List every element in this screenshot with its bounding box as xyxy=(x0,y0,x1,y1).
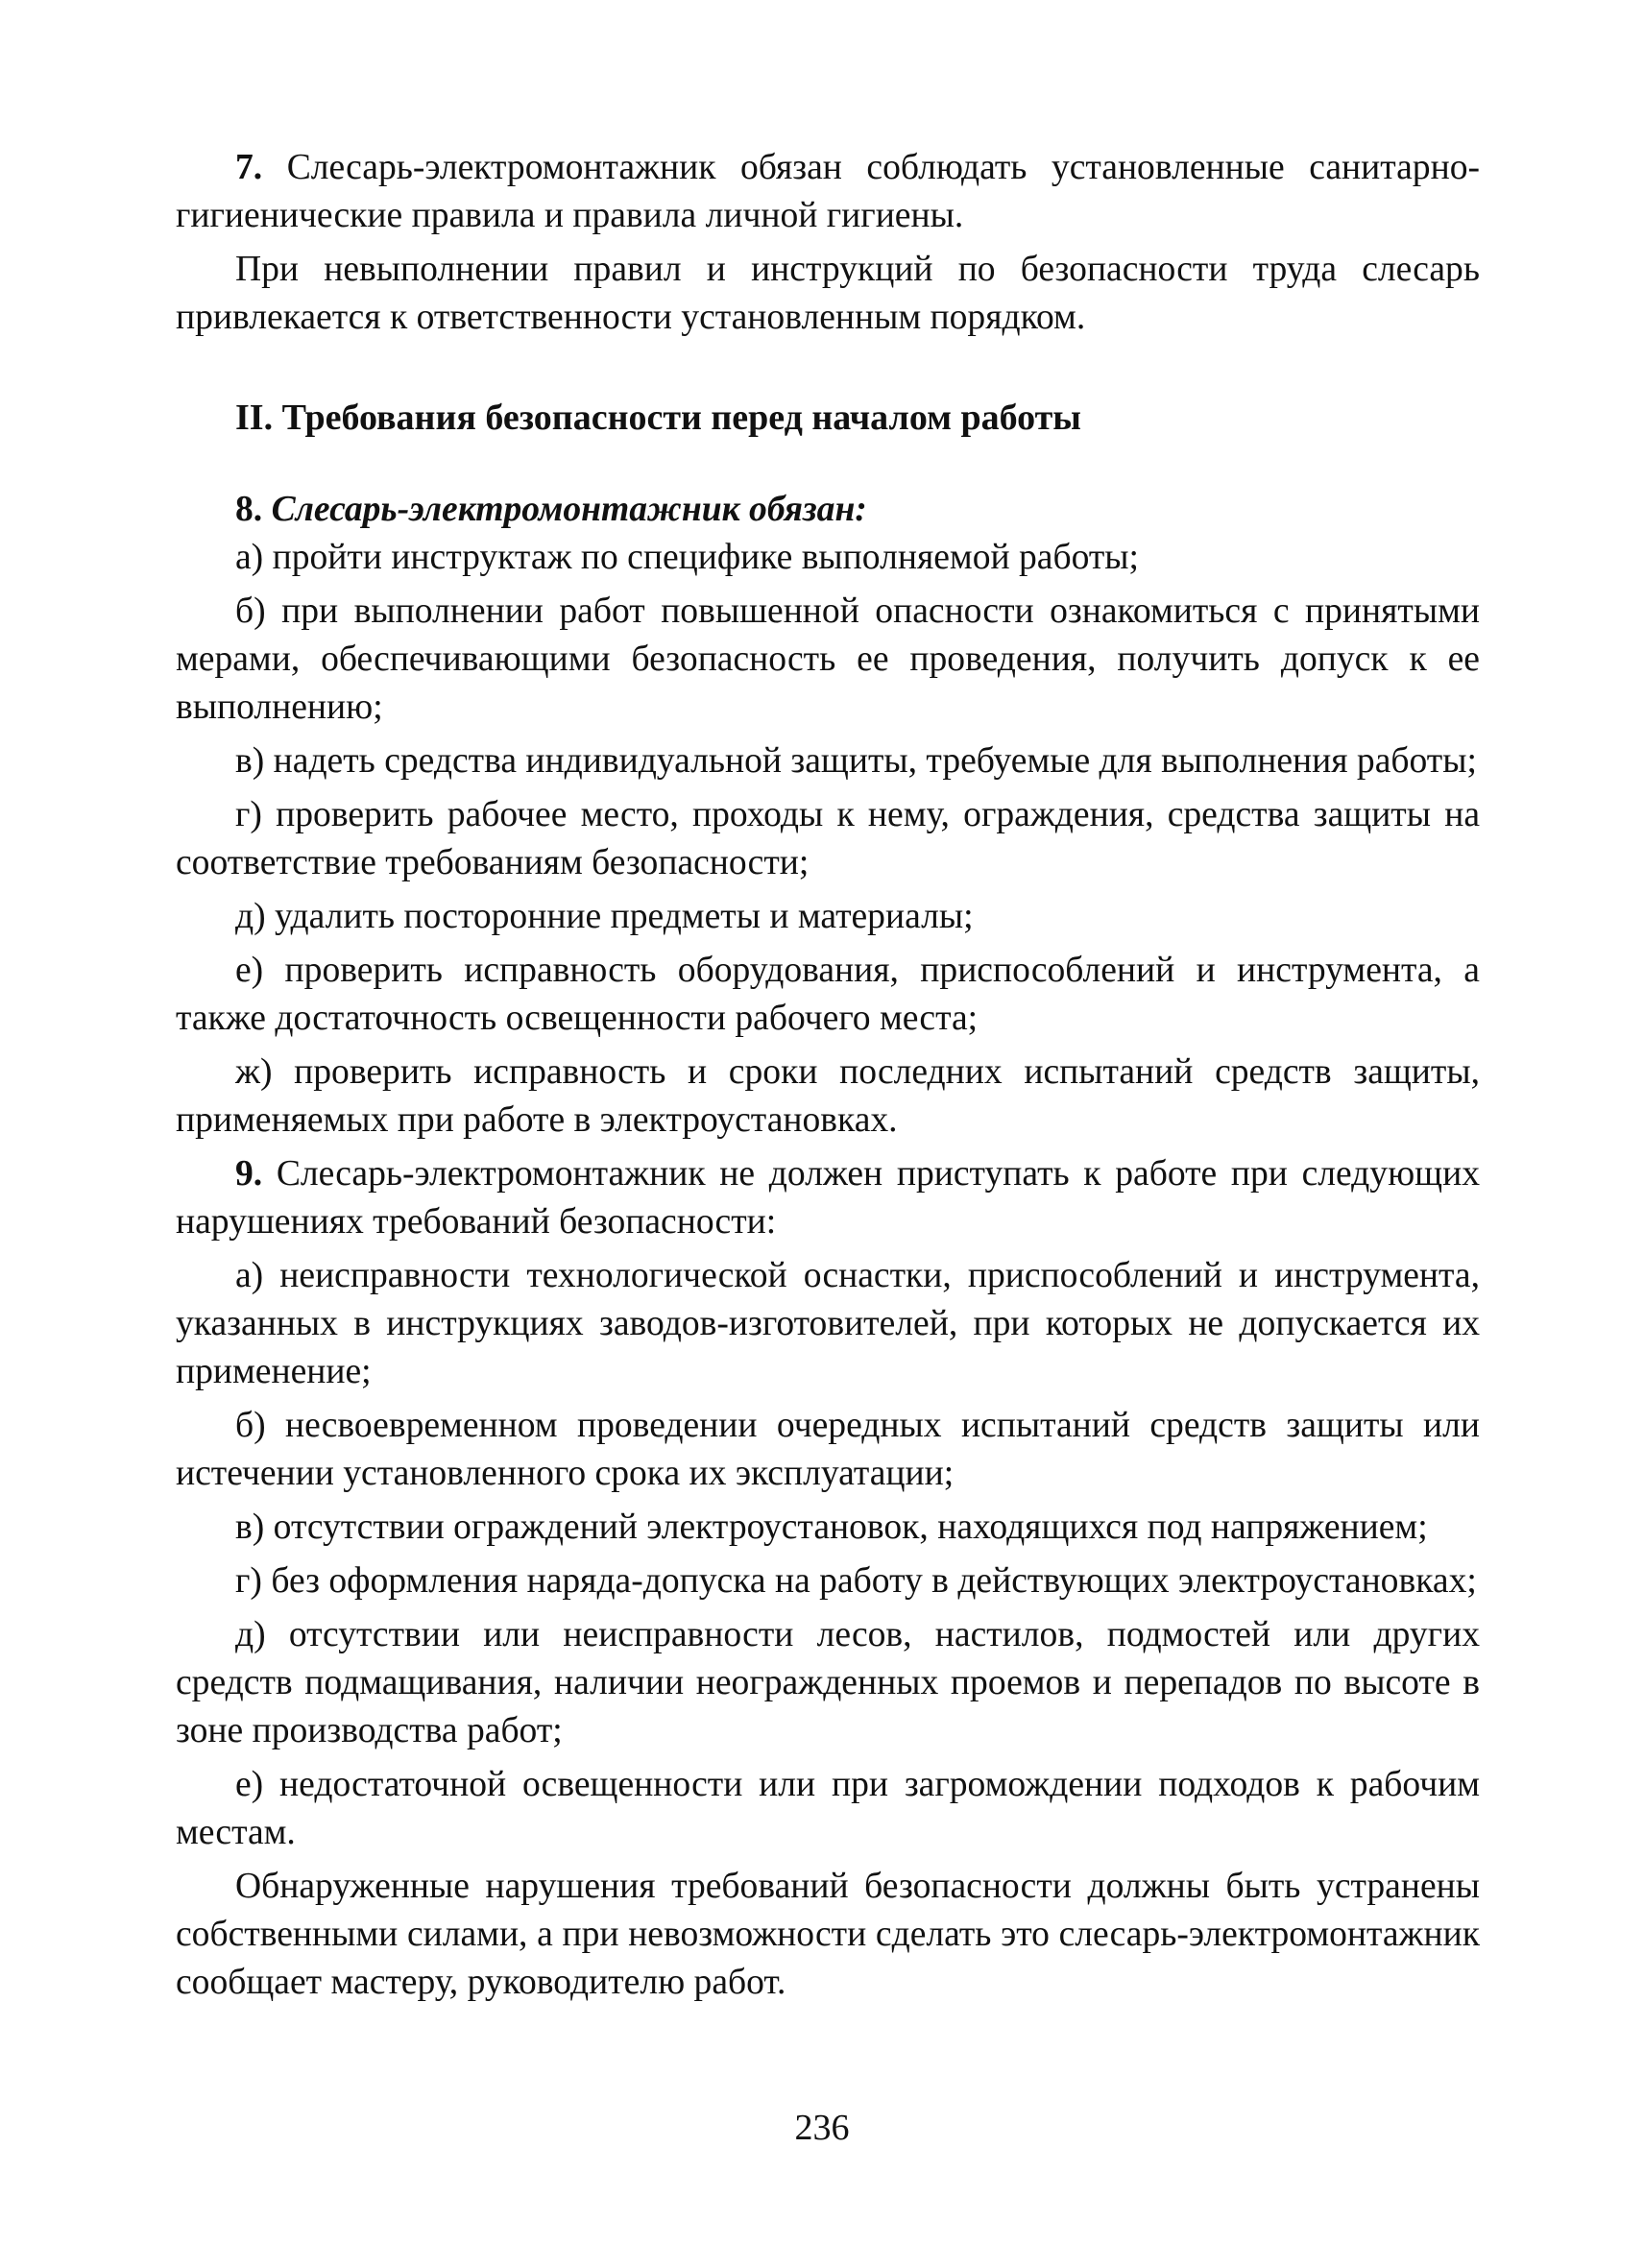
paragraph-8-heading xyxy=(176,486,1480,534)
item-number: 8. xyxy=(235,490,272,529)
item-9c: в) отсутствии ограждений электроустановок, находящихся под напряжением; xyxy=(235,1508,1428,1547)
item-title: Слесарь-электромонтажник обязан: xyxy=(271,490,867,529)
item-number: 7. xyxy=(235,148,287,187)
item-8d: г) проверить рабочее место, проходы к нему, ограждения, средства защиты на соответствие требованиям безопасности; xyxy=(176,795,1480,882)
item-number: 9. xyxy=(235,1154,277,1194)
paragraph-7 xyxy=(176,144,1480,240)
item-9e: д) отсутствии или неисправности лесов, настилов, подмостей или других средств подмащивания, наличии неогражденных проемов и перепадов по высоте в зоне производства работ; xyxy=(176,1615,1480,1750)
item-8a: а) пройти инструктаж по специфике выполняемой работы; xyxy=(235,538,1139,577)
item-8c: в) надеть средства индивидуальной защиты, требуемые для выполнения работы; xyxy=(235,741,1477,781)
paragraph-9 xyxy=(176,1150,1480,1246)
paragraph-text: Слесарь-электромонтажник не должен приступать к работе при следующих нарушениях требований безопасности: xyxy=(176,1154,1481,1242)
section-heading: II. Требования безопасности перед началом работы xyxy=(235,398,1081,438)
page-number: 236 xyxy=(794,2108,850,2148)
item-8e: д) удалить посторонние предметы и материалы; xyxy=(235,897,974,936)
paragraph-text: Слесарь-электромонтажник обязан соблюдать установленные санитарно-гигиенические правила и правила личной гигиены. xyxy=(176,148,1480,235)
item-9d: г) без оформления наряда-допуска на работу в действующих электроустановках; xyxy=(235,1561,1477,1601)
item-9a: а) неисправности технологической оснастки, приспособлений и инструмента, указанных в инструкциях заводов-изготовителей, при которых не допускается их применение; xyxy=(176,1256,1480,1391)
item-9f: е) недостаточной освещенности или при загромождении подходов к рабочим местам. xyxy=(176,1765,1480,1852)
page-body xyxy=(176,144,1480,2007)
item-8f: е) проверить исправность оборудования, приспособлений и инструмента, а также достаточность освещенности рабочего места; xyxy=(176,951,1480,1038)
item-8g: ж) проверить исправность и сроки последних испытаний средств защиты, применяемых при работе в электроустановках. xyxy=(176,1052,1480,1140)
paragraph-responsibility: При невыполнении правил и инструкций по безопасности труда слесарь привлекается к ответственности установленным порядком. xyxy=(176,250,1480,337)
item-8b: б) при выполнении работ повышенной опасности ознакомиться с принятыми мерами, обеспечивающими безопасность ее проведения, получить допуск к ее выполнению; xyxy=(176,591,1480,727)
item-9b: б) несвоевременном проведении очередных испытаний средств защиты или истечении установленного срока их эксплуатации; xyxy=(176,1406,1480,1493)
paragraph-closing: Обнаруженные нарушения требований безопасности должны быть устранены собственными силами, а при невозможности сделать это слесарь-электромонтажник сообщает мастеру, руководителю работ. xyxy=(176,1867,1480,2002)
